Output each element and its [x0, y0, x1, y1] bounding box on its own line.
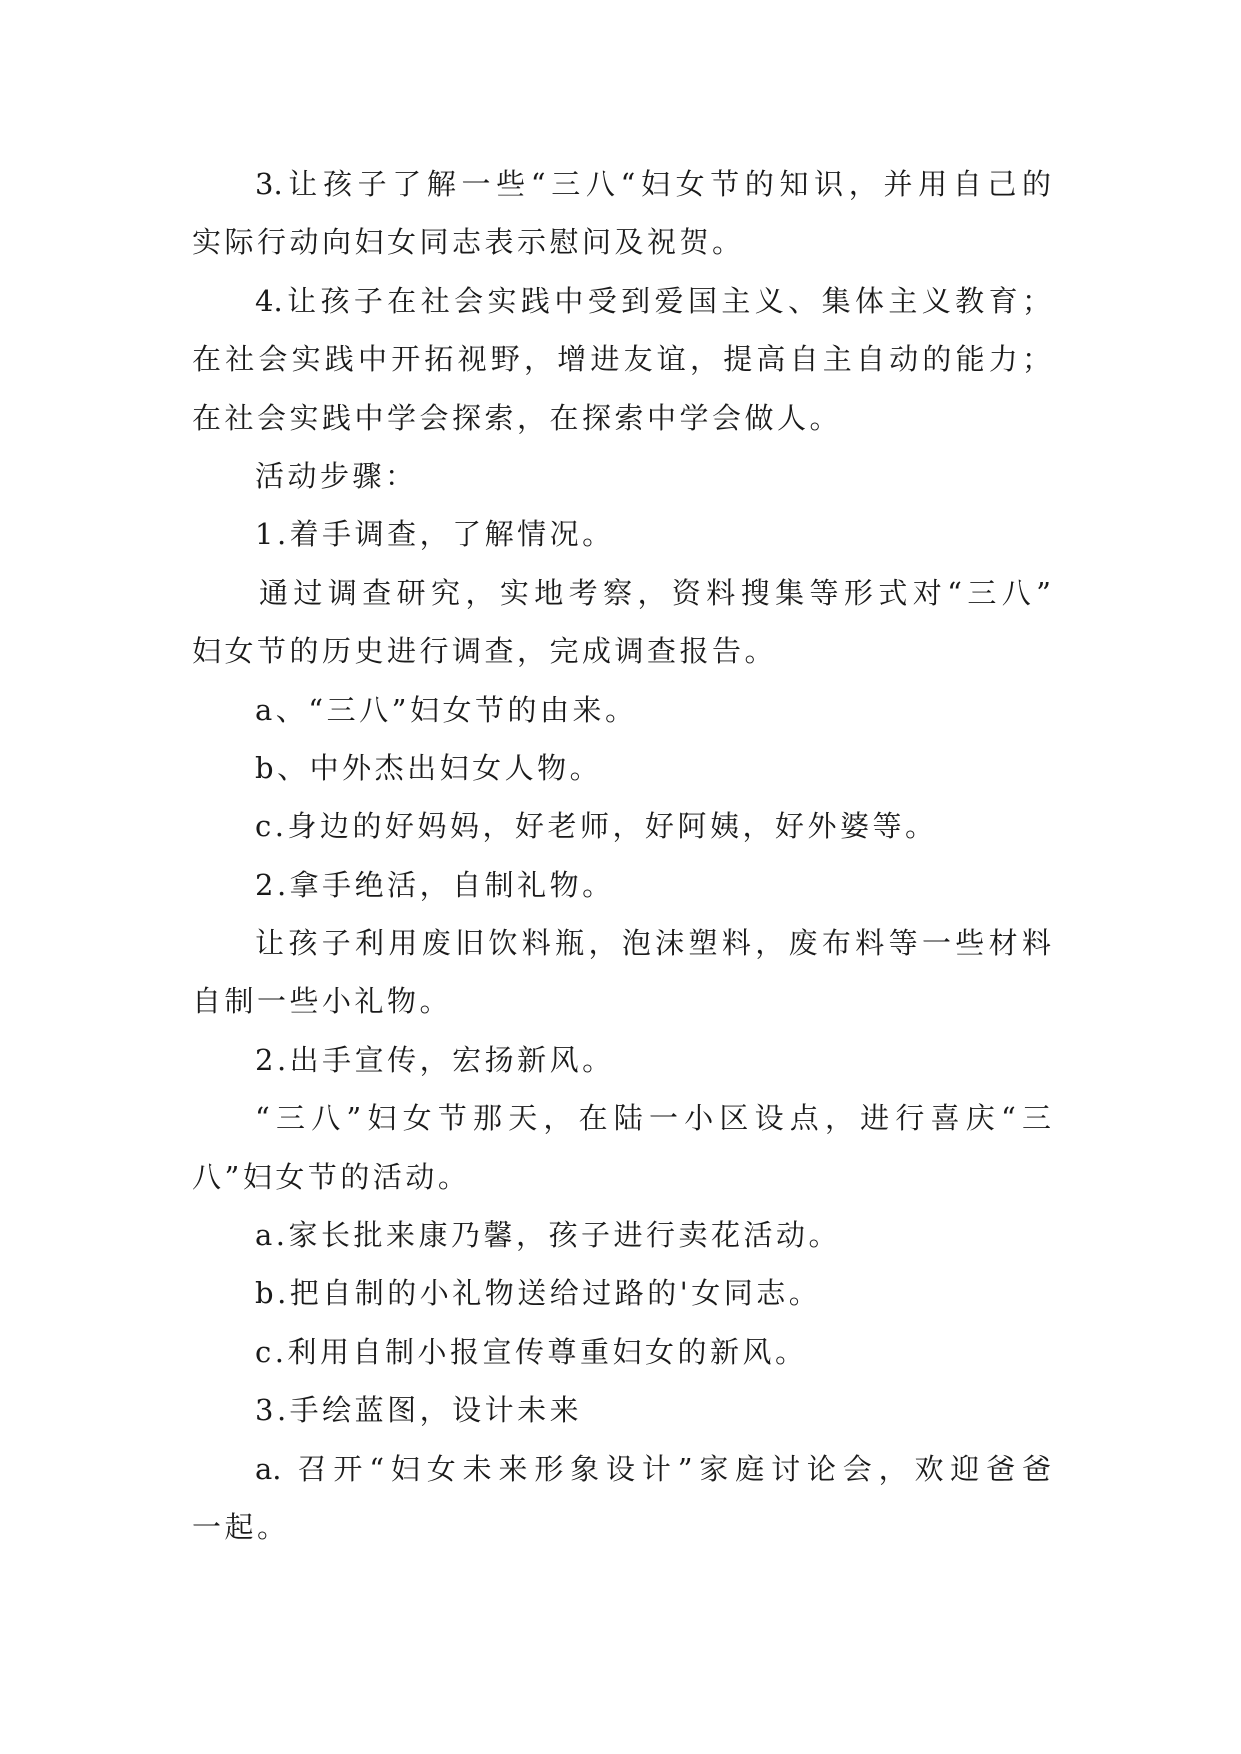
section-heading: 活动步骤： — [255, 458, 418, 493]
step-heading: 2.拿手绝活，自制礼物。 — [255, 867, 615, 902]
step-heading: 3.手绘蓝图，设计未来 — [255, 1393, 583, 1428]
paragraph-line: 让孩子利用废旧饮料瓶，泡沫塑料，废布料等一些材料 — [255, 926, 1051, 961]
document-body — [192, 155, 1051, 1556]
paragraph-line: 一起。 — [192, 1509, 290, 1544]
paragraph-line: 4.让孩子在社会实践中受到爱国主义、集体主义教育； — [255, 283, 1051, 318]
step-heading: 2.出手宣传，宏扬新风。 — [255, 1042, 615, 1077]
list-item: c.利用自制小报宣传尊重妇女的新风。 — [255, 1334, 808, 1369]
paragraph-line: “三八”妇女节那天，在陆一小区设点，进行喜庆“三 — [255, 1101, 1051, 1136]
list-item: b、中外杰出妇女人物。 — [255, 750, 603, 785]
paragraph-line: 3.让孩子了解一些“三八“妇女节的知识，并用自己的 — [255, 167, 1051, 201]
list-item: c.身边的好妈妈，好老师，好阿姨，好外婆等。 — [255, 809, 938, 844]
step-heading: 1.着手调查，了解情况。 — [255, 517, 615, 552]
paragraph-line: 在社会实践中开拓视野，增进友谊，提高自主自动的能力； — [192, 342, 1051, 377]
list-item: a. 召开“妇女未来形象设计”家庭讨论会，欢迎爸爸 — [255, 1451, 1051, 1486]
list-item: a.家长批来康乃馨，孩子进行卖花活动。 — [255, 1218, 842, 1253]
list-item: b.把自制的小礼物送给过路的'女同志。 — [255, 1276, 822, 1311]
paragraph-line: 妇女节的历史进行调查，完成调查报告。 — [192, 634, 778, 669]
paragraph-line: 实际行动向妇女同志表示慰问及祝贺。 — [192, 225, 745, 260]
paragraph-line: 自制一些小礼物。 — [192, 984, 453, 1019]
paragraph-line: 八”妇女节的活动。 — [192, 1159, 471, 1194]
list-item: a、“三八”妇女节的由来。 — [255, 692, 638, 727]
paragraph-line: 通过调查研究，实地考察，资料搜集等形式对“三八” — [259, 575, 1051, 610]
paragraph-line: 在社会实践中学会探索，在探索中学会做人。 — [192, 400, 843, 435]
